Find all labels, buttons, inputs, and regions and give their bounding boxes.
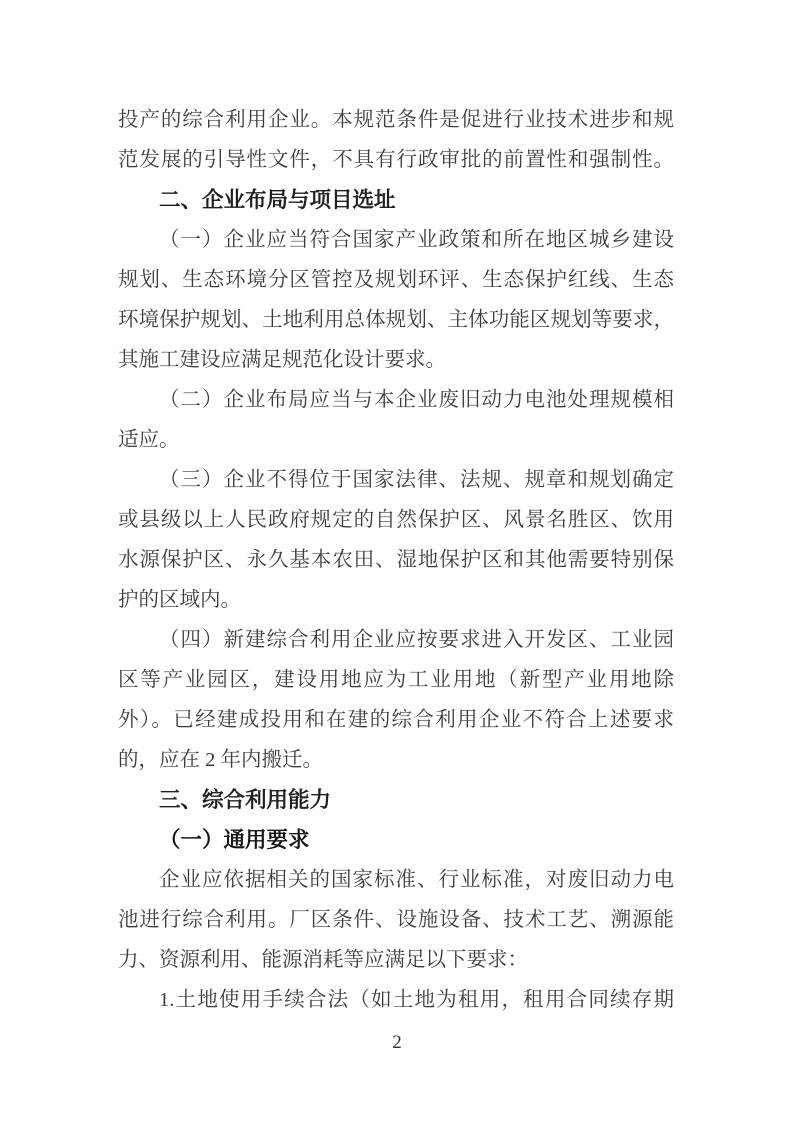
text-line: 池进行综合利用。厂区条件、设施设备、技术工艺、溯源能 xyxy=(118,909,674,931)
paragraph xyxy=(118,620,674,780)
text-line: 的，应在 2 年内搬迁。 xyxy=(118,749,323,771)
text-line: 规划、生态环境分区管控及规划环评、生态保护红线、生态 xyxy=(118,269,674,291)
text-line: 适应。 xyxy=(118,429,180,451)
text-line: 其施工建设应满足规范化设计要求。 xyxy=(118,349,446,371)
text-line: 环境保护规划、土地利用总体规划、主体功能区规划等要求， xyxy=(118,309,674,331)
text-line: （二）企业布局应当与本企业废旧动力电池处理规模相 xyxy=(159,389,674,411)
paragraph xyxy=(118,860,674,980)
text-line: （一）通用要求 xyxy=(159,828,310,852)
paragraph xyxy=(118,460,674,620)
paragraph xyxy=(118,100,674,180)
text-line: 三、综合利用能力 xyxy=(159,788,332,812)
section-heading xyxy=(118,780,674,820)
section-heading xyxy=(118,820,674,860)
paragraph xyxy=(118,380,674,460)
paragraph xyxy=(118,220,674,380)
paragraph xyxy=(118,980,674,1020)
text-line: 护的区域内。 xyxy=(118,589,241,611)
text-line: 投产的综合利用企业。本规范条件是促进行业技术进步和规 xyxy=(118,109,674,131)
text-line: 水源保护区、永久基本农田、湿地保护区和其他需要特别保 xyxy=(118,549,674,571)
text-line: 企业应依据相关的国家标准、行业标准，对废旧动力电 xyxy=(159,869,674,891)
text-line: 区等产业园区，建设用地应为工业用地（新型产业用地除 xyxy=(118,669,674,691)
text-line: 外）。已经建成投用和在建的综合利用企业不符合上述要求 xyxy=(118,709,674,731)
page-number: 2 xyxy=(392,1032,402,1053)
text-line: 二、企业布局与项目选址 xyxy=(159,188,396,212)
section-heading xyxy=(118,180,674,220)
text-line: 范发展的引导性文件，不具有行政审批的前置性和强制性。 xyxy=(118,149,674,171)
text-line: （三）企业不得位于国家法律、法规、规章和规划确定 xyxy=(159,469,674,491)
text-line: （一）企业应当符合国家产业政策和所在地区城乡建设 xyxy=(159,229,674,251)
text-line: 或县级以上人民政府规定的自然保护区、风景名胜区、饮用 xyxy=(118,509,674,531)
document-body xyxy=(118,100,674,1020)
text-line: （四）新建综合利用企业应按要求进入开发区、工业园 xyxy=(159,629,674,651)
text-line: 1.土地使用手续合法（如土地为租用，租用合同续存期 xyxy=(159,989,674,1011)
text-line: 力、资源利用、能源消耗等应满足以下要求： xyxy=(118,949,528,971)
